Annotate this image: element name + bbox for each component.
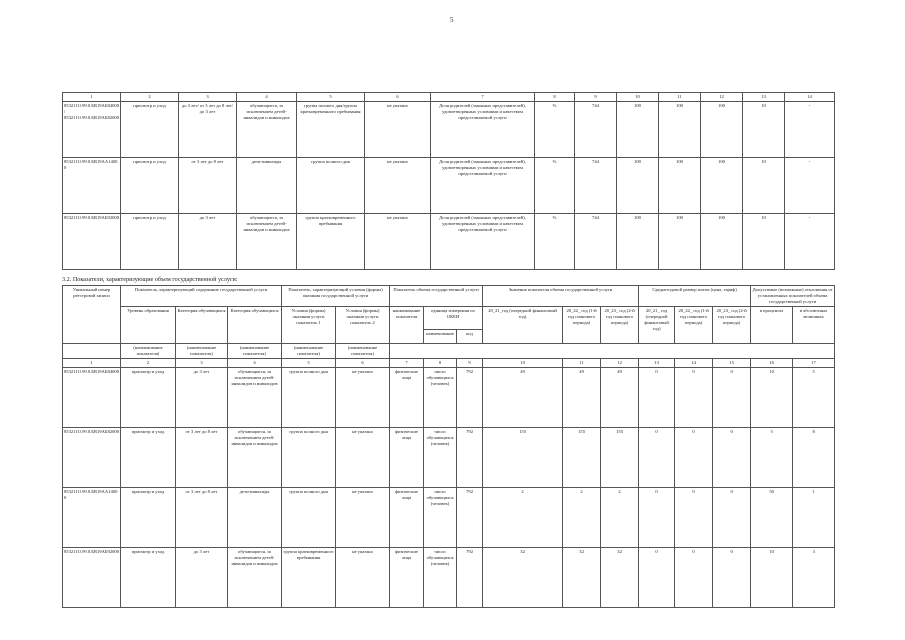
data-cell: 3 (793, 547, 835, 607)
data-cell: 0 (675, 427, 713, 487)
table-row (63, 157, 835, 213)
data-cell: число обучающихся (человек) (424, 547, 457, 607)
data-cell: - (785, 157, 835, 213)
data-cell: 2 (483, 487, 563, 547)
data-cell: до 3 лет (176, 547, 228, 607)
col-number-cell: 2 (121, 93, 179, 102)
data-cell: группа полного дня (282, 367, 336, 427)
header-unit-code: код (457, 330, 483, 344)
col-number-cell: 14 (785, 93, 835, 102)
col-number-cell: 6 (336, 358, 390, 367)
data-cell: 32 (563, 547, 601, 607)
data-cell: 155 (483, 427, 563, 487)
header-conditions: Показатель, характеризующий условия (формы) оказания государственной услуги (282, 286, 390, 307)
header-blank-wide (390, 343, 835, 358)
col-number-cell: 3 (179, 93, 237, 102)
data-cell: до 3 лет/ от 3 лет до 8 лет/ до 3 лет (179, 101, 237, 157)
data-cell: % (535, 213, 575, 269)
col-number-cell: 5 (297, 93, 365, 102)
col-number-cell: 9 (457, 358, 483, 367)
col-number-cell: 3 (176, 358, 228, 367)
data-cell: присмотр и уход (121, 547, 176, 607)
table-header-row (63, 93, 835, 102)
data-cell: 0 (639, 487, 675, 547)
data-cell: не указано (365, 213, 431, 269)
data-cell: не указано (336, 547, 390, 607)
data-cell: присмотр и уход (121, 367, 176, 427)
col-number-cell: 1 (63, 358, 121, 367)
header-category-2 (228, 306, 282, 343)
data-cell: 0 (639, 547, 675, 607)
data-cell: 0 (639, 367, 675, 427)
header-category (176, 306, 228, 343)
col-number-cell: 4 (237, 93, 297, 102)
data-cell: 792 (457, 547, 483, 607)
table-row (63, 213, 835, 269)
data-cell: Доля родителей (законных представителей), удовлетворенных условиями и качеством предоставляемой услуги (431, 101, 535, 157)
data-cell: 853211О.99.0.БВ19АА14000 (63, 487, 121, 547)
header-vol-unit: единица измерения по ОКЕИ (424, 306, 483, 329)
data-cell: не указано (365, 157, 431, 213)
header-cond-1 (282, 306, 336, 343)
data-cell: физические лица (390, 427, 424, 487)
header-year-2: 20_22_ год (1-й год планового периода) (563, 306, 601, 343)
data-cell: присмотр и уход (121, 213, 179, 269)
data-cell: 100 (617, 157, 659, 213)
data-cell: обучающиеся, за исключением детей-инвалидов и инвалидов (237, 101, 297, 157)
data-cell: 155 (601, 427, 639, 487)
header-vol-name: наименование показателя (390, 306, 424, 343)
data-cell: группа полного дня (282, 427, 336, 487)
data-cell: не указано (336, 367, 390, 427)
header-price-2: 20_22_ год (1-й год планового периода) (675, 306, 713, 343)
data-cell: % (535, 101, 575, 157)
col-number-cell: 1 (63, 93, 121, 102)
header-category-label: Категория обучающихся (177, 307, 226, 313)
data-cell: до 3 лет (176, 367, 228, 427)
col-number-cell: 9 (575, 93, 617, 102)
col-number-cell: 11 (659, 93, 701, 102)
data-cell: 792 (457, 427, 483, 487)
page-number: 5 (450, 16, 454, 24)
col-number-cell: 12 (601, 358, 639, 367)
data-cell: 32 (483, 547, 563, 607)
table-row (63, 427, 835, 487)
data-cell: - (785, 101, 835, 157)
table-row (63, 367, 835, 427)
data-cell: число обучающихся (человек) (424, 367, 457, 427)
data-cell: 0 (713, 547, 751, 607)
header-dev-pct: в процентах (751, 306, 793, 343)
header-cond-2-label: Условия (формы) оказания услуги показатель 2 (345, 307, 380, 325)
data-cell: 10 (751, 367, 793, 427)
data-cell: 0 (675, 487, 713, 547)
volume-indicators-table (62, 285, 835, 608)
data-cell: от 3 лет до 8 лет (179, 157, 237, 213)
data-cell: 10 (751, 547, 793, 607)
header-avg-price: Среднегодовой размер платы (цена, тариф) (639, 286, 751, 307)
col-number-cell: 8 (424, 358, 457, 367)
col-number-cell: 2 (121, 358, 176, 367)
header-price-1: 20_21_ год (очередной финансовый год) (639, 306, 675, 343)
header-level-label: Уровень образования (127, 307, 169, 313)
col-number-cell: 12 (701, 93, 743, 102)
header-nm-5: (наименование показателя) (336, 343, 390, 358)
header-price-3: 20_23_ год (2-й год планового периода) (713, 306, 751, 343)
data-cell: 100 (659, 213, 701, 269)
data-cell: обучающиеся, за исключением детей-инвалидов и инвалидов (237, 213, 297, 269)
data-cell: 100 (701, 157, 743, 213)
data-cell: физические лица (390, 367, 424, 427)
header-nm-4: (наименование показателя) (282, 343, 336, 358)
data-cell: 5 (793, 367, 835, 427)
header-row-4 (63, 343, 835, 358)
col-number-cell: 7 (390, 358, 424, 367)
data-cell: 49 (563, 367, 601, 427)
data-cell: не указано (336, 487, 390, 547)
data-cell: обучающиеся, за исключением детей-инвалидов и инвалидов (228, 547, 282, 607)
quality-indicators-table (62, 92, 835, 270)
data-cell: присмотр и уход (121, 487, 176, 547)
data-cell: не указано (336, 427, 390, 487)
data-cell: 853211О.99.0.БВ19АБ92000 (63, 213, 121, 269)
data-cell: присмотр и уход (121, 101, 179, 157)
col-number-cell: 14 (675, 358, 713, 367)
data-cell: присмотр и уход (121, 157, 179, 213)
header-year-3: 20_23_ год (2-й год планового периода) (601, 306, 639, 343)
data-cell: 8 (793, 427, 835, 487)
data-cell: группа полного дня/группа кратковременного пребывания (297, 101, 365, 157)
header-year-1: 20_21_год (очередной финансовый год) (483, 306, 563, 343)
header-row-1 (63, 286, 835, 307)
data-cell: 853211О.99.0.БВ19АБ92000 (63, 547, 121, 607)
table-row (63, 101, 835, 157)
header-level (121, 306, 176, 343)
data-cell: 0 (713, 367, 751, 427)
data-cell: % (535, 157, 575, 213)
data-cell: 0 (639, 427, 675, 487)
data-cell: 744 (575, 101, 617, 157)
data-cell: 10 (743, 157, 785, 213)
data-cell: 155 (563, 427, 601, 487)
data-cell: 100 (617, 101, 659, 157)
data-cell: 853211О.99.0.БВ19АА14000 (63, 157, 121, 213)
col-number-cell: 13 (639, 358, 675, 367)
table-row (63, 547, 835, 607)
data-cell: 10 (743, 101, 785, 157)
table-header-numbers (63, 358, 835, 367)
data-cell: физические лица (390, 547, 424, 607)
data-cell: 744 (575, 213, 617, 269)
data-cell: 0 (675, 367, 713, 427)
data-cell: 100 (701, 213, 743, 269)
col-number-cell: 15 (713, 358, 751, 367)
data-cell: Доля родителей (законных представителей), удовлетворенных условиями и качеством предоставляемой услуги (431, 157, 535, 213)
col-number-cell: 4 (228, 358, 282, 367)
col-number-cell: 10 (617, 93, 659, 102)
header-volume: Показатель объема государственной услуги (390, 286, 483, 307)
data-cell: 0 (675, 547, 713, 607)
data-cell: 853211О.99.0.БВ19АБ84000 (63, 367, 121, 427)
header-content: Показатель, характеризующий содержание государственной услуги (121, 286, 282, 307)
data-cell: 2 (601, 487, 639, 547)
col-number-cell: 16 (751, 358, 793, 367)
header-cond-2 (336, 306, 390, 343)
col-number-cell: 6 (365, 93, 431, 102)
header-row-2 (63, 306, 835, 329)
data-cell: число обучающихся (человек) (424, 427, 457, 487)
data-cell: группа кратковременного пребывания (282, 547, 336, 607)
data-cell: число обучающихся (человек) (424, 487, 457, 547)
col-number-cell: 5 (282, 358, 336, 367)
table-row (63, 487, 835, 547)
data-cell: присмотр и уход (121, 427, 176, 487)
header-nm-3: (наименование показателя) (228, 343, 282, 358)
col-number-cell: 17 (793, 358, 835, 367)
data-cell: Доля родителей (законных представителей), удовлетворенных условиями и качеством предоставляемой услуги (431, 213, 535, 269)
data-cell: дети-инвалиды (237, 157, 297, 213)
header-nm-1: (наименование показателя) (121, 343, 176, 358)
data-cell: 5 (751, 427, 793, 487)
col-number-cell: 13 (743, 93, 785, 102)
col-number-cell: 10 (483, 358, 563, 367)
data-cell: 49 (601, 367, 639, 427)
data-cell: 100 (617, 213, 659, 269)
data-cell: от 3 лет до 8 лет (176, 427, 228, 487)
header-category-2-label: Категория обучающихся (230, 307, 279, 313)
data-cell: 0 (713, 427, 751, 487)
data-cell: дети-инвалиды (228, 487, 282, 547)
data-cell: - (785, 213, 835, 269)
header-blank (63, 343, 121, 358)
data-cell: 853211О.99.0.БВ19АБ84000/ 853211О.99.0.БВ19АБ82000 (63, 101, 121, 157)
data-cell: от 3 лет до 8 лет (176, 487, 228, 547)
data-cell: 744 (575, 157, 617, 213)
col-number-cell: 7 (431, 93, 535, 102)
data-cell: 1 (793, 487, 835, 547)
data-cell: не указано (365, 101, 431, 157)
data-cell: группа полного дня (282, 487, 336, 547)
data-cell: 2 (563, 487, 601, 547)
header-unit-name: наименование (424, 330, 457, 344)
data-cell: 50 (751, 487, 793, 547)
data-cell: 100 (659, 157, 701, 213)
data-cell: обучающиеся, за исключением детей-инвалидов и инвалидов (228, 427, 282, 487)
data-cell: 10 (743, 213, 785, 269)
header-cond-1-label: Условия (формы) оказания услуги показатель 1 (291, 307, 326, 325)
header-unique-number: Уникальный номер реестровой записи (63, 286, 121, 344)
data-cell: 0 (713, 487, 751, 547)
data-cell: 100 (701, 101, 743, 157)
data-cell: обучающиеся, за исключением детей-инвалидов и инвалидов (228, 367, 282, 427)
data-cell: физические лица (390, 487, 424, 547)
col-number-cell: 11 (563, 358, 601, 367)
col-number-cell: 8 (535, 93, 575, 102)
header-nm-2: (наименование показателя) (176, 343, 228, 358)
data-cell: 853211О.99.0.БВ19АБ82000 (63, 427, 121, 487)
data-cell: группа полного дня (297, 157, 365, 213)
data-cell: 100 (659, 101, 701, 157)
header-dev-abs: в абсолютных величинах (793, 306, 835, 343)
data-cell: 792 (457, 487, 483, 547)
data-cell: 32 (601, 547, 639, 607)
section-title: 3.2. Показатели, характеризующие объем государственной услуги: (62, 276, 238, 283)
data-cell: 792 (457, 367, 483, 427)
header-values: Значение показателя объема государственной услуги (483, 286, 639, 307)
data-cell: до 3 лет (179, 213, 237, 269)
data-cell: 49 (483, 367, 563, 427)
header-deviation: Допустимые (возможные) отклонения от установленных показателей объема государственной услуги (751, 286, 835, 307)
data-cell: группа кратковременного пребывания (297, 213, 365, 269)
